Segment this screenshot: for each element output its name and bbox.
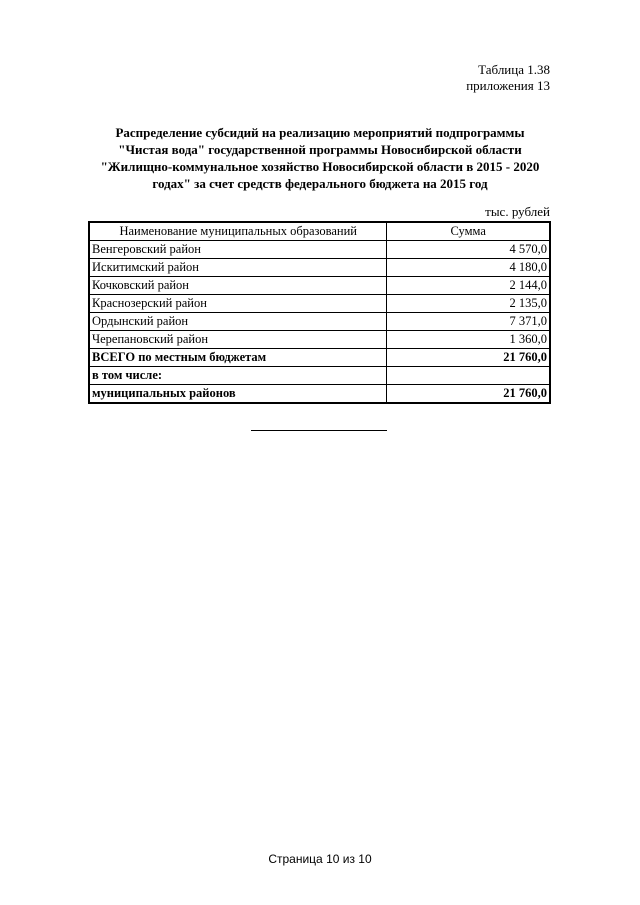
header-sum: Сумма [387,222,550,241]
appendix-reference: приложения 13 [466,78,550,93]
total-row [89,349,550,367]
title-line-3: "Жилищно-коммунальное хозяйство Новосибирской области в 2015 - 2020 [100,159,540,174]
table-row [89,313,550,331]
table-reference [466,62,550,94]
including-label: в том числе: [89,367,387,385]
row-name: Ордынский район [89,313,387,331]
total-label: ВСЕГО по местным бюджетам [89,349,387,367]
including-row [89,367,550,385]
municipal-row [89,385,550,404]
page-footer: Страница 10 из 10 [268,852,372,866]
row-name: Черепановский район [89,331,387,349]
table-row [89,277,550,295]
row-name: Искитимский район [89,259,387,277]
table-row [89,331,550,349]
row-sum: 2 144,0 [387,277,550,295]
including-sum [387,367,550,385]
document-title [90,124,550,192]
table-row [89,295,550,313]
table-row [89,259,550,277]
total-sum: 21 760,0 [387,349,550,367]
row-name: Кочковский район [89,277,387,295]
title-line-1: Распределение субсидий на реализацию мероприятий подпрограммы [115,125,525,140]
units-label: тыс. рублей [485,204,550,219]
row-name: Венгеровский район [89,241,387,259]
table-header-row [89,222,550,241]
row-sum: 1 360,0 [387,331,550,349]
separator-line [251,430,387,431]
municipal-label: муниципальных районов [89,385,387,404]
header-municipality: Наименование муниципальных образований [89,222,387,241]
row-sum: 7 371,0 [387,313,550,331]
table-row [89,241,550,259]
row-sum: 4 180,0 [387,259,550,277]
row-name: Краснозерский район [89,295,387,313]
title-line-2: "Чистая вода" государственной программы Новосибирской области [118,142,522,157]
subsidy-table [88,221,551,404]
row-sum: 4 570,0 [387,241,550,259]
municipal-sum: 21 760,0 [387,385,550,404]
row-sum: 2 135,0 [387,295,550,313]
title-line-4: годах" за счет средств федерального бюджета на 2015 год [152,176,488,191]
table-number: Таблица 1.38 [478,62,550,77]
